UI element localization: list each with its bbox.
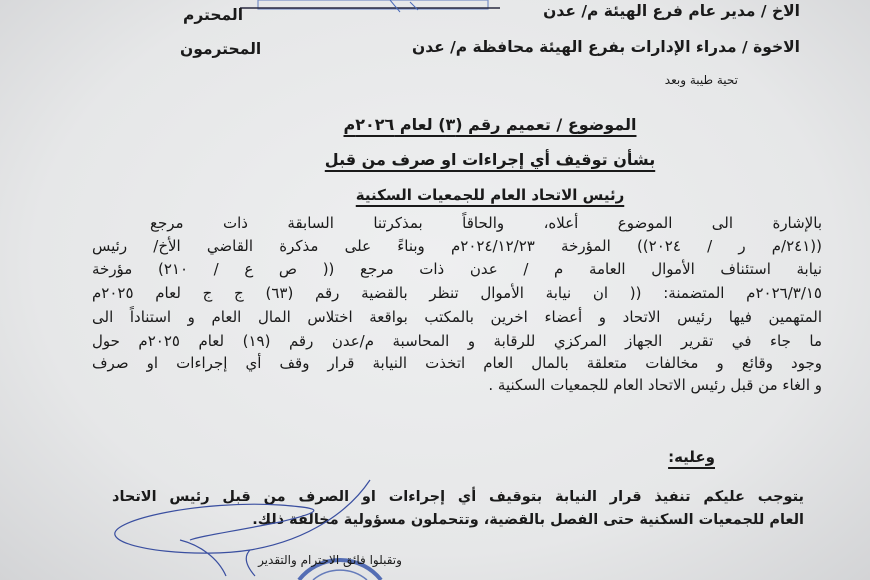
addressee-1: الاخ / مدير عام فرع الهيئة م/ عدن [543,2,800,20]
body-line: المتهمين فيها رئيس الاتحاد و أعضاء اخرين بالمكتب بواقعة اختلاس المال العام و استناداً الى [92,308,822,326]
body-line: ((٢٤١/م ر / ٢٠٢٤)) المؤرخة ٢٠٢٤/١٢/٢٣م وبناءً على مذكرة القاضي الأخ/ رئيس [92,237,822,255]
honorific-1: المحترم [183,6,244,24]
directive-line: يتوجب عليكم تنفيذ قرار النيابة بتوقيف أي إجراءات او الصرف من قبل رئيس الاتحاد [112,489,804,505]
body-line: وجود وقائع و مخالفات متعلقة بالمال العام اتخذت النيابة قرار وقف أي إجراءات او صرف [92,354,822,372]
subject-line-3: رئيس الاتحاد العام للجمعيات السكنية [355,186,625,204]
body-line: ٢٠٢٦/٣/١٥م المتضمنة: (( ان نيابة الأموال تنظر بالقضية رقم (٦٣) ج ج لعام ٢٠٢٥م [92,284,822,302]
subject-title: الموضوع / تعميم رقم (٣) لعام ٢٠٢٦م [343,115,637,134]
body-line: و الغاء من قبل رئيس الاتحاد العام للجمعيات السكنية . [488,376,822,394]
closing: وتقبلوا فائق الاحترام والتقدير [258,553,402,567]
subject-line-2: بشأن توقيف أي إجراءات او صرف من قبل [324,150,656,169]
body-line: نيابة استئناف الأموال العامة م / عدن ذات مرجع (( ص ع / ٢١٠) مؤرخة [92,260,822,278]
directive-line: العام للجمعيات السكنية حتى الفصل بالقضية، وتتحملون مسؤولية مخالفة ذلك. [252,512,804,528]
body-line: ما جاء في تقرير الجهاز المركزي للرقابة و المحاسبة م/عدن رقم (١٩) لعام ٢٠٢٥م حول [92,332,822,350]
honorific-2: المحترمون [180,40,262,58]
greeting: تحية طيبة وبعد [664,73,738,87]
therefore-heading: وعليه: [668,448,715,466]
body-line: بالإشارة الى الموضوع أعلاه، والحاقاً بمذكرتنا السابقة ذات مرجع [150,214,822,232]
top-stamp-mark [240,0,500,14]
signature [80,440,380,578]
addressee-2: الاخوة / مدراء الإدارات بفرع الهيئة محافظة م/ عدن [411,38,800,56]
